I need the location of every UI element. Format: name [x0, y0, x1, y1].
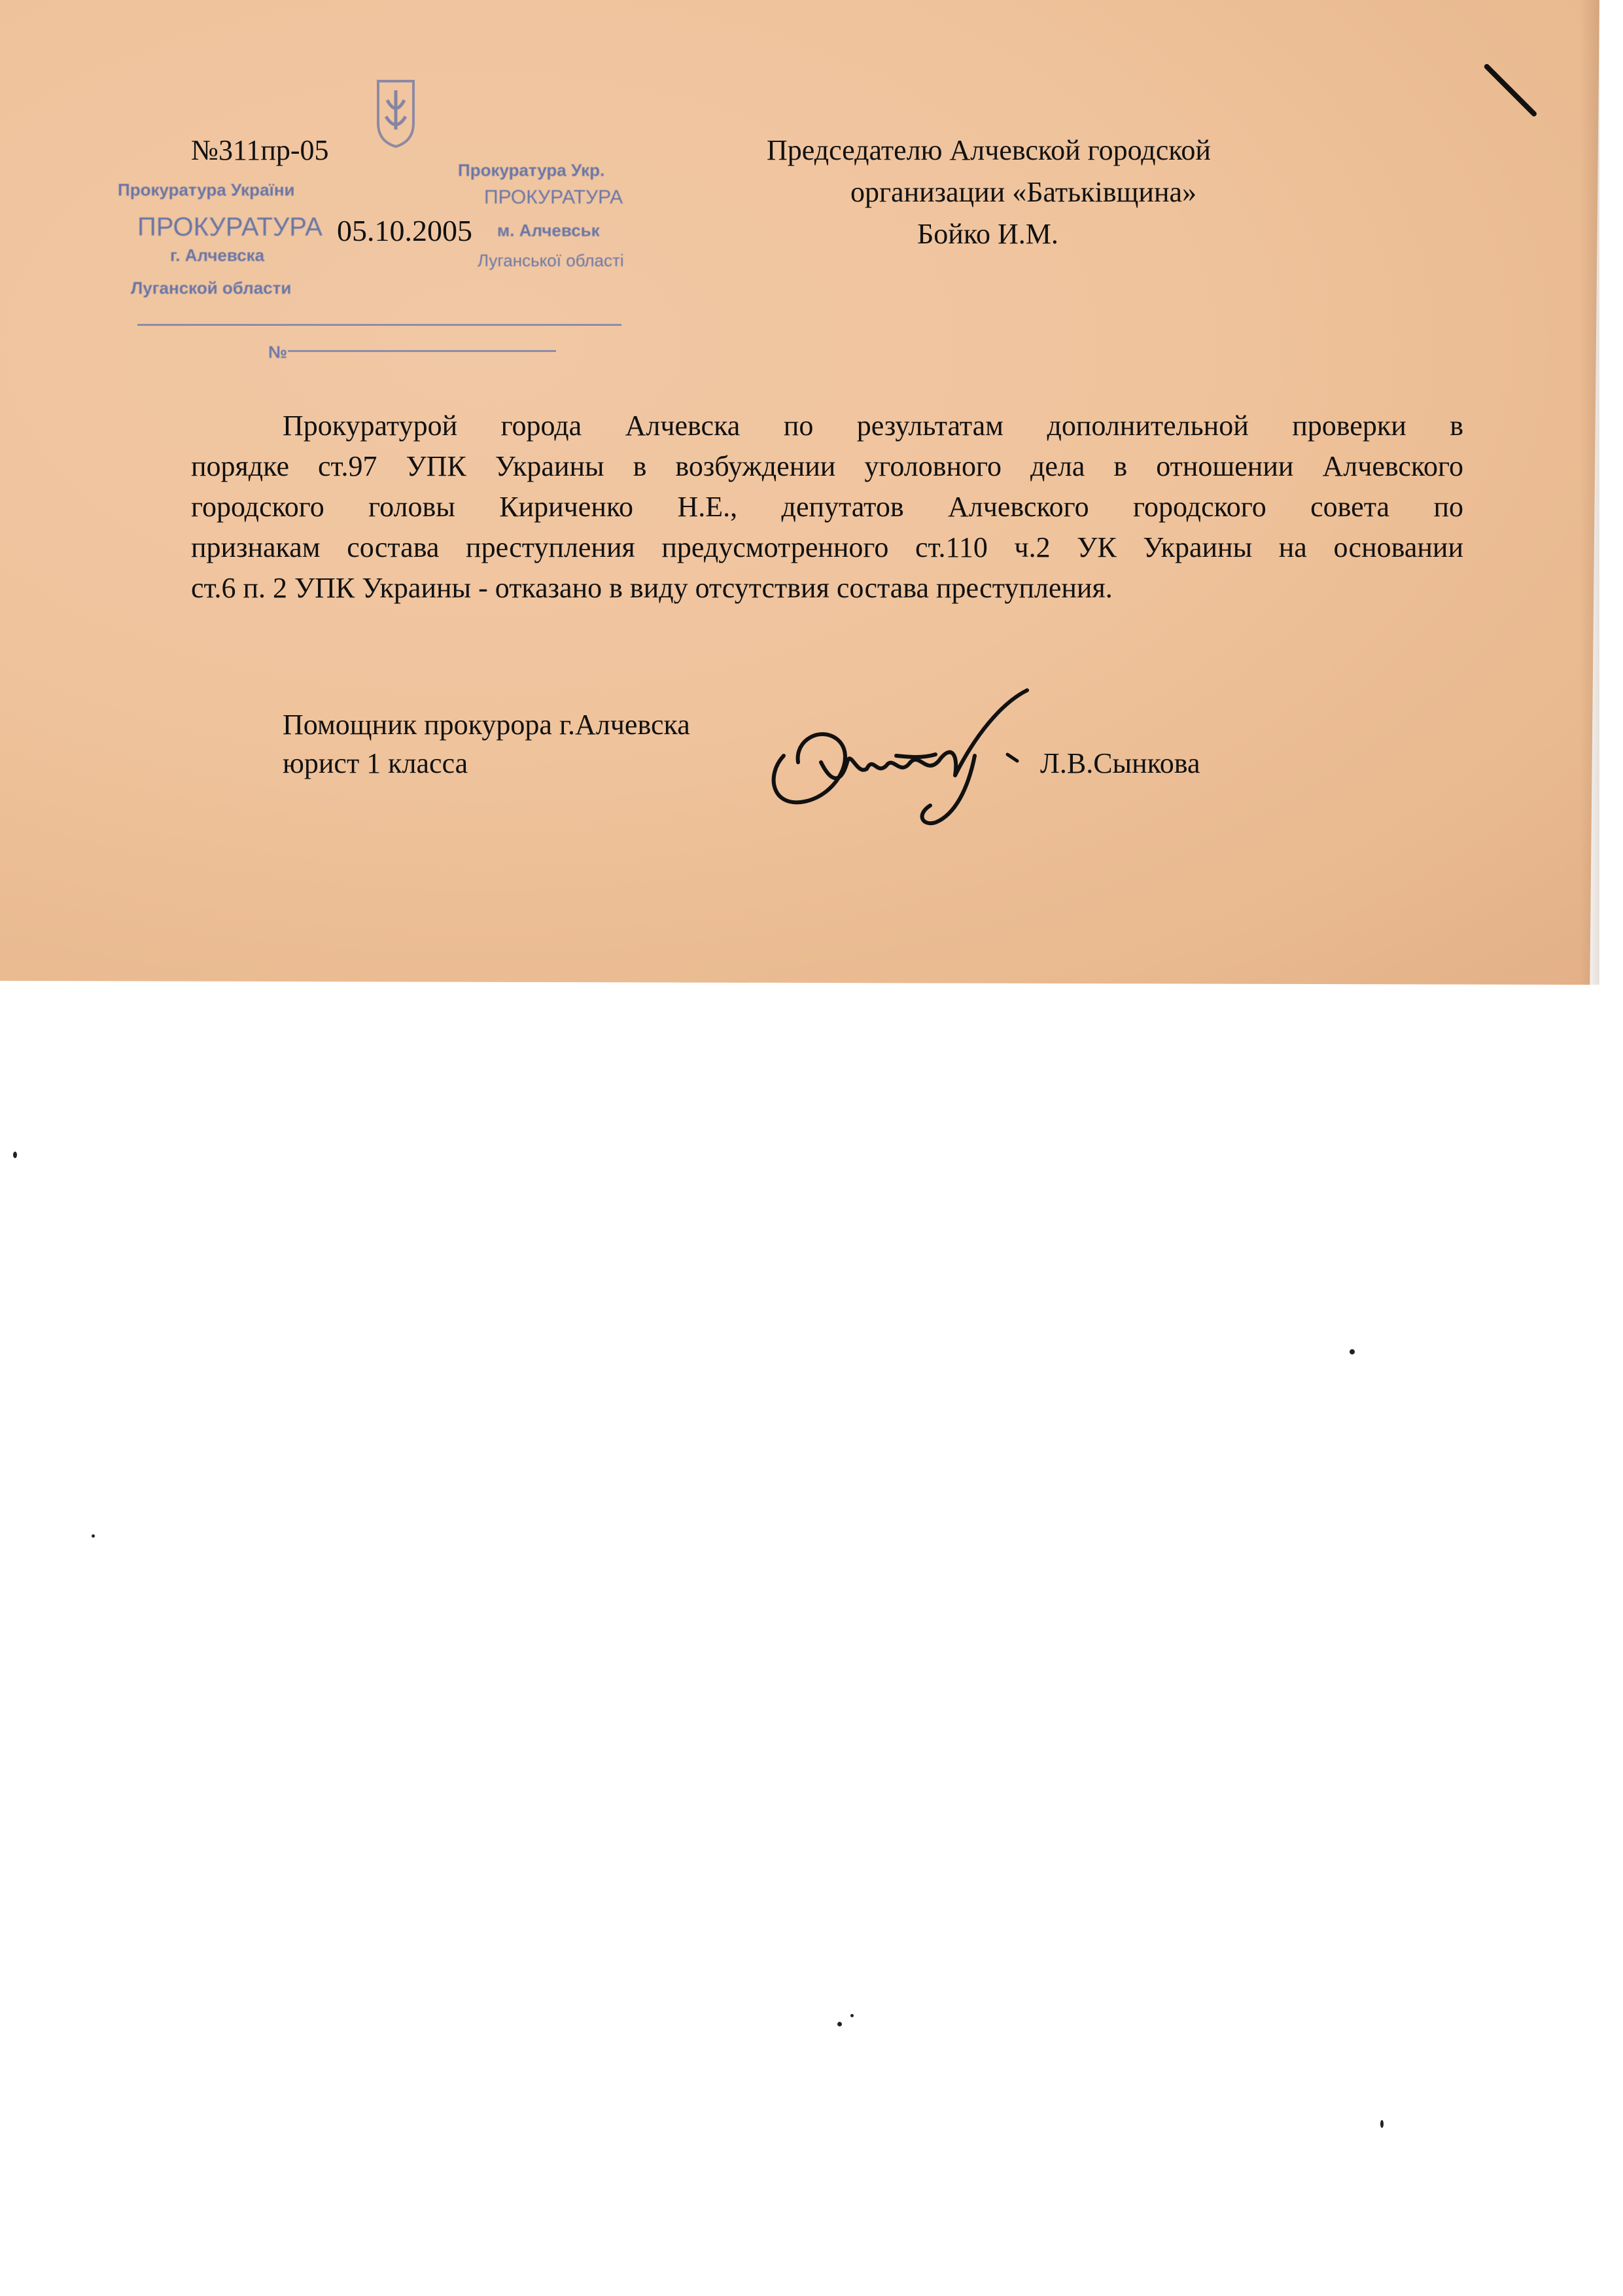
- letter-body: [191, 406, 1463, 609]
- stamp-left-line2: ПРОКУРАТУРА: [137, 213, 323, 241]
- recipient-line-3: Бойко И.М.: [917, 218, 1058, 250]
- stamp-right-line2: ПРОКУРАТУРА: [484, 186, 623, 208]
- scan-speck: [1350, 1349, 1355, 1354]
- bleed-through-text: [608, 72, 1361, 111]
- scan-speck: [1380, 2120, 1384, 2128]
- scan-speck: [850, 2014, 854, 2017]
- reference-number: №311пр-05: [191, 134, 329, 166]
- registration-stamp-right: [458, 160, 693, 291]
- body-line-3: городского головы Кириченко Н.Е., депутатов Алчевского городского совета по: [191, 491, 1463, 523]
- stamp-right-line3: м. Алчевськ: [497, 221, 600, 240]
- letter-date: 05.10.2005: [337, 214, 472, 247]
- sheet-edge-shadow: [1580, 0, 1599, 985]
- stamp-rule-1: [137, 324, 621, 326]
- signer-name: Л.В.Сынкова: [1040, 747, 1200, 779]
- registration-stamp-left: [118, 180, 360, 363]
- handwritten-signature: [759, 677, 1047, 831]
- stamp-left-line4: Луганской области: [131, 278, 292, 298]
- body-line-2: порядке ст.97 УПК Украины в возбуждении уголовного дела в отношении Алчевского: [191, 450, 1463, 482]
- signer-position-line-1: Помощник прокурора г.Алчевска: [283, 709, 690, 741]
- body-line-4: признакам состава преступления предусмотренного ст.110 ч.2 УК Украины на основании: [191, 531, 1463, 563]
- recipient-line-1: Председателю Алчевской городской: [767, 134, 1211, 166]
- stamp-right-line4: Луганської області: [478, 251, 624, 270]
- stamp-rule-2: [288, 350, 556, 352]
- stamp-left-line3: г. Алчевска: [170, 245, 265, 265]
- body-line-5: ст.6 п. 2 УПК Украины - отказано в виду отсутствия состава преступления.: [191, 572, 1113, 604]
- coat-of-arms-emblem: [373, 77, 419, 149]
- scan-speck: [92, 1534, 95, 1538]
- body-line-1: Прокуратурой города Алчевска по результатам дополнительной проверки в: [283, 410, 1463, 442]
- scan-speck: [13, 1152, 17, 1158]
- signer-position-line-2: юрист 1 класса: [283, 747, 468, 779]
- stamp-right-line1: Прокуратура Укр.: [458, 160, 605, 180]
- scan-speck: [837, 2022, 842, 2026]
- stamp-left-line1: Прокуратура України: [118, 180, 295, 200]
- recipient-line-2: организации «Батьківщина»: [850, 176, 1197, 208]
- stamp-left-number-mark: №: [268, 342, 287, 362]
